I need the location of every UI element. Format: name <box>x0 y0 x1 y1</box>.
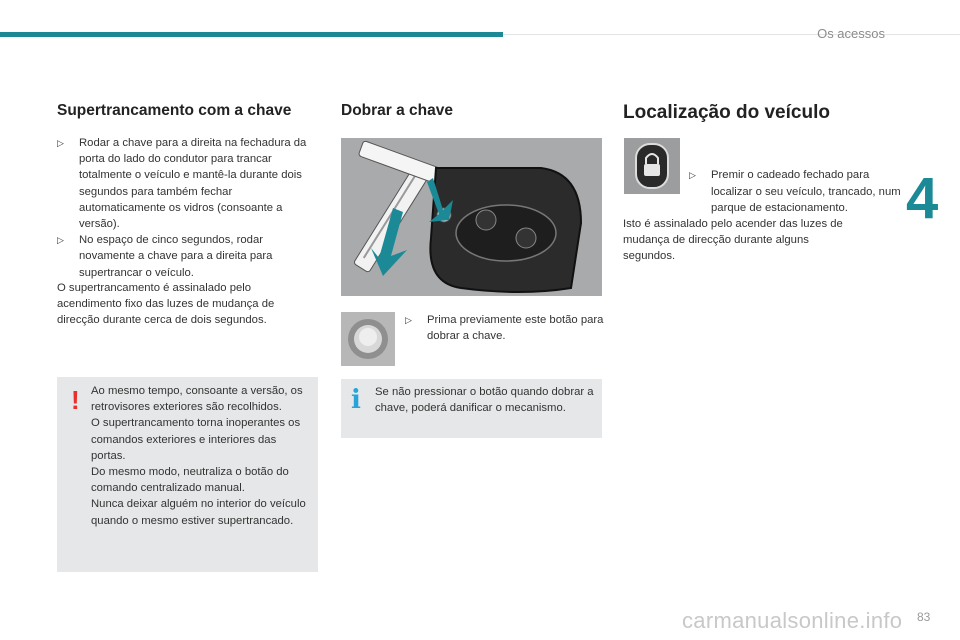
bullet-icon: ▷ <box>57 235 64 246</box>
section-title: Os acessos <box>817 26 885 41</box>
info-box <box>341 379 602 438</box>
list-item-text: Premir o cadeado fechado para localizar o seu veículo, trancado, num parque de estacionamento. <box>711 169 901 214</box>
heading-dobrar-chave: Dobrar a chave <box>341 102 453 119</box>
warning-line: Ao mesmo tempo, consoante a versão, os retrovisores exteriores são recolhidos. <box>91 385 303 414</box>
lock-button-photo <box>624 138 680 194</box>
supertrancamento-note: O supertrancamento é assinalado pelo acendimento fixo das luzes de mudança de direcção durante cerca de dois segundos. <box>57 282 275 327</box>
watermark-text: carmanualsonline.info <box>682 608 903 633</box>
warning-line: Nunca deixar alguém no interior do veículo quando o mesmo estiver supertrancado. <box>91 498 306 527</box>
heading-localizacao: Localização do veículo <box>623 102 830 123</box>
list-item-text: No espaço de cinco segundos, rodar novamente a chave para a direita para supertrancar o veículo. <box>79 234 273 279</box>
chapter-number: 4 <box>906 166 939 231</box>
bullet-icon: ▷ <box>405 315 412 325</box>
list-item-text: Prima previamente este botão para dobrar a chave. <box>427 314 604 343</box>
info-icon: i <box>351 385 361 415</box>
info-text: Se não pressionar o botão quando dobrar a chave, poderá danificar o mecanismo. <box>375 386 594 415</box>
fold-button-photo <box>341 312 395 366</box>
warning-box <box>57 377 318 572</box>
header-accent-bar <box>0 32 503 37</box>
warning-text <box>91 383 311 529</box>
supertrancamento-steps <box>57 135 315 281</box>
list-item <box>57 232 315 281</box>
warning-line: O supertrancamento torna inoperantes os comandos exteriores e interiores das portas. <box>91 417 301 462</box>
bullet-icon: ▷ <box>57 138 64 148</box>
list-item <box>689 167 901 216</box>
localizacao-note: Isto é assinalado pelo acender das luzes de mudança de direcção durante alguns segundos. <box>623 218 843 263</box>
bullet-icon: ▷ <box>689 170 696 181</box>
folding-key-illustration <box>341 138 602 296</box>
warning-line: Do mesmo modo, neutraliza o botão do comando centralizado manual. <box>91 466 289 495</box>
heading-supertrancamento: Supertrancamento com a chave <box>57 102 292 119</box>
list-item <box>405 312 617 344</box>
list-item-text: Rodar a chave para a direita na fechadura da porta do lado do condutor para trancar totalmente o veículo e mantê-la durante dois segundos para também fechar automaticamente os vidros (consoante a versão). <box>79 137 307 231</box>
header-rule <box>503 34 960 35</box>
page-number: 83 <box>917 610 931 624</box>
exclamation-icon: ! <box>71 385 80 415</box>
list-item <box>57 135 315 232</box>
